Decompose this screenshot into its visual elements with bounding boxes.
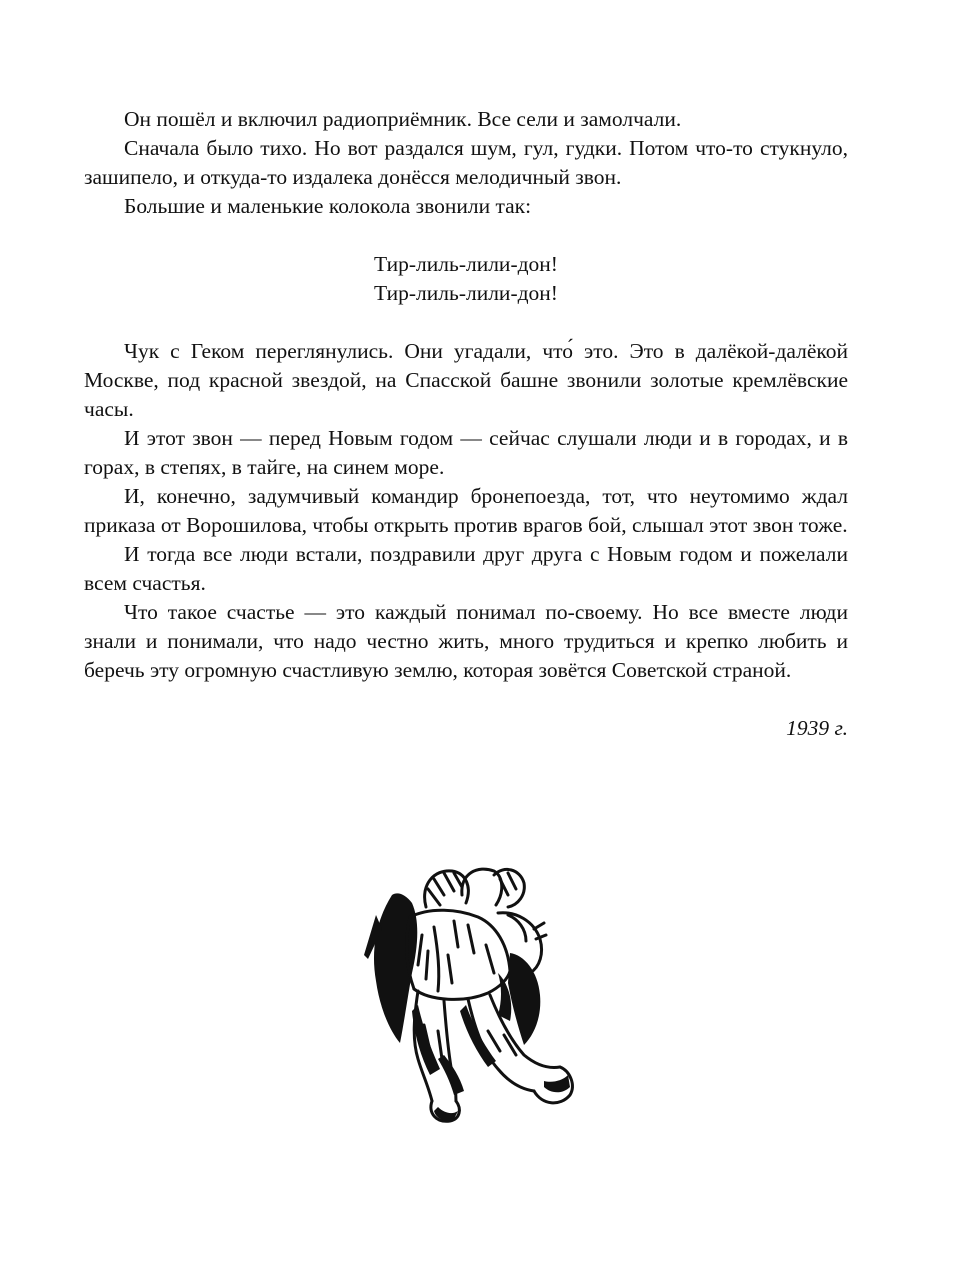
embracing-people-sketch-icon xyxy=(348,855,588,1145)
paragraph-commander: И, конечно, задумчивый командир бронепоезда, тот, что неутомимо ждал приказа от Ворошилова, чтобы открыть против врагов бой, слышал этот звон тоже. xyxy=(84,484,848,537)
page-text xyxy=(84,105,848,743)
paragraph-radio: Он пошёл и включил радиоприёмник. Все сели и замолчали. xyxy=(124,107,682,131)
paragraph-chuk-gek: Чук с Геком переглянулись. Они угадали, что́ это. Это в далёкой-далёкой Москве, под красной звездой, на Спасской башне звонили золотые кремлёвские часы. xyxy=(84,339,848,421)
paragraph-happiness: Что такое счастье — это каждый понимал по-своему. Но все вместе люди знали и понимали, что надо честно жить, много трудиться и крепко любить и беречь эту огромную счастливую землю, которая зовётся Советской страной. xyxy=(84,600,848,682)
paragraph-silence: Сначала было тихо. Но вот раздался шум, гул, гудки. Потом что-то стукнуло, зашипело, и откуда-то издалека донёсся мелодичный звон. xyxy=(84,136,848,189)
poem xyxy=(84,250,848,308)
poem-line: Тир-лиль-лили-дон! xyxy=(374,252,558,276)
paragraph-new-year: И тогда все люди встали, поздравили друг друга с Новым годом и пожелали всем счастья. xyxy=(84,542,848,595)
paragraph-bells: Большие и маленькие колокола звонили так: xyxy=(124,194,532,218)
poem-line: Тир-лиль-лили-дон! xyxy=(374,281,558,305)
paragraph-people-listen: И этот звон — перед Новым годом — сейчас слушали люди и в городах, и в горах, в степях, в тайге, на синем море. xyxy=(84,426,848,479)
date: 1939 г. xyxy=(786,716,848,740)
